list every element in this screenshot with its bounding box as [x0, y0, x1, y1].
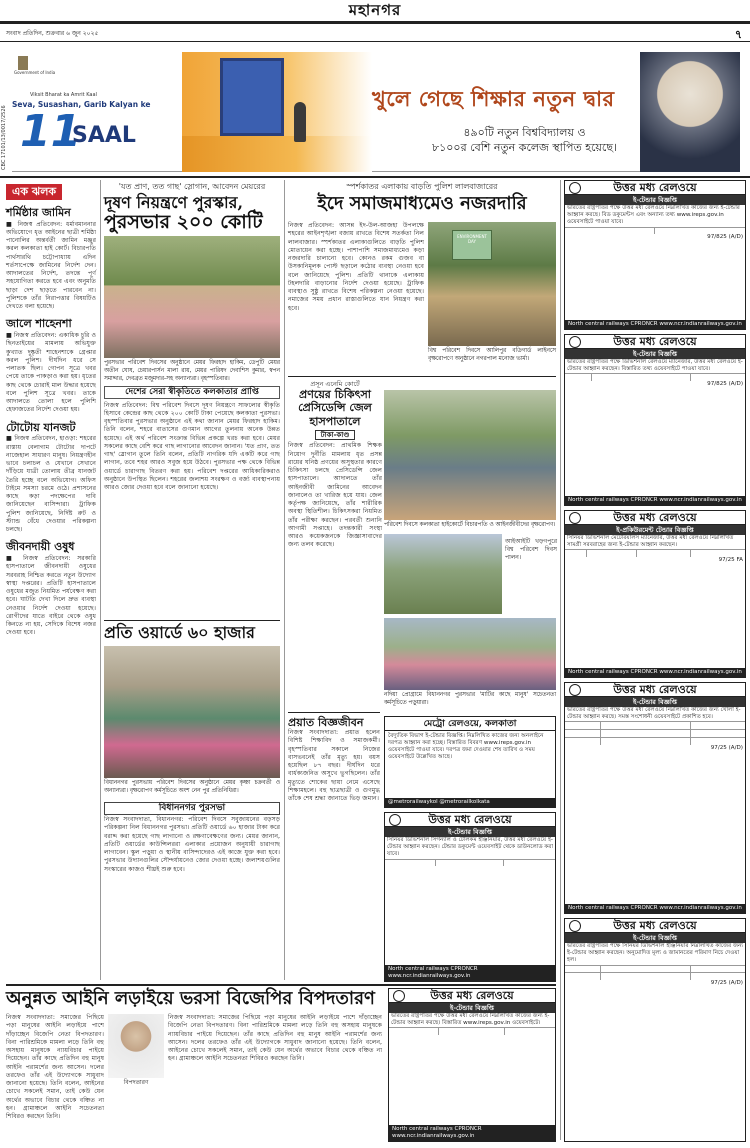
- ward-photo: [104, 646, 280, 778]
- saal-label: SAAL: [72, 123, 136, 148]
- jail-kicker: প্রসূন এনেমি কোর্টে: [310, 380, 360, 388]
- obituary: [288, 716, 380, 809]
- jail-story: [288, 380, 382, 549]
- ad-headline: খুলে গেছে শিক্ষার নতুন দ্বার: [372, 87, 615, 111]
- ward-caption: বিধাননগর পুরসভায় পরিবেশ দিবসের অনুষ্ঠানে মেয়র কৃষ্ণা চক্রবর্তী ও অন্যান্যরা। বৃক্ষরোপণ কর্মসূচিতে অংশ নেন পুর প্রতিনিধিরা।: [104, 780, 280, 794]
- portrait-image: [640, 52, 740, 172]
- ncr-4-table-1: [565, 721, 745, 729]
- ncr-4-title: উত্তর মধ্য রেলওয়ে: [565, 683, 745, 697]
- ncr-5-code: 97/25 (A/D): [710, 980, 743, 987]
- jail-band: টাকা-কাণ্ড: [315, 430, 356, 440]
- ncr-notice-1: [564, 180, 746, 330]
- jail-rule: [288, 376, 556, 377]
- ncr-5-body: ভারতের রাষ্ট্রপতির পক্ষে সিনিয়র ডিভিশনাল ইঞ্জিনিয়ার নিম্নলিখিত কাজের জন্য ই-টেন্ডার আহ্বান করছেন। অনুমোদিত মূল্য ও জামানতের পরিমাণ নিচে দেওয়া হল।: [567, 943, 743, 964]
- iit-caption: আইআইটি খড়গপুরে বিশ্ব পরিবেশ দিবস পালন।: [505, 538, 557, 561]
- column-rule-1: [100, 180, 101, 980]
- ncr-2-foot: North central railways CPRONCR www.ncr.indianrailways.gov.in: [565, 496, 745, 505]
- railway-logo-icon: [393, 990, 405, 1002]
- ncr-notice-4: [564, 682, 746, 914]
- student-figure-icon: [294, 102, 306, 142]
- ncr-4-table-3: [565, 737, 745, 745]
- ad-sub-1: ৪৯০টি নতুন বিশ্ববিদ্যালয় ও: [463, 126, 586, 139]
- brief-title-2: জালে শাহেনশা: [6, 317, 72, 331]
- bottom-body-1: নিজস্ব সংবাদদাতা: সমাজের পিছিয়ে পড়া মানুষের আইনি লড়াইয়ে পাশে দাঁড়াচ্ছেন বিজেপি নেতা বিপদতারণ। বিনা পারিশ্রমিকে মামলা লড়ে তিনি বহু অসহায় মানুষকে ন্যায়বিচার পাইয়ে দিয়েছেন। তাঁর কাছে প্রতিদিন বহু মানুষ আইনি পরামর্শের জন্য আসেন। দলের তরফেও তাঁর এই উদ্যোগকে সাধুবাদ জানানো হয়েছে। তিনি বলেন, আইনের চোখে সকলেই সমান, তাই কেউ যেন অর্থের অভাবে বিচার থেকে বঞ্চিত না হন। গ্রামাঞ্চলে আইনি সচেতনতা শিবিরও করছেন তিনি।: [6, 1014, 104, 1120]
- ncr-bottom-band: ই-টেন্ডার বিজ্ঞপ্তি: [389, 1003, 555, 1013]
- main-box-title: দেশের সেরা স্বীকৃতিতে কলকাতার প্রাপ্তি: [104, 386, 280, 399]
- ncr-notice-bottom: [388, 988, 556, 1142]
- ncr-5-table-2: [565, 972, 745, 980]
- bottom-body-2: নিজস্ব সংবাদদাতা: সমাজের পিছিয়ে পড়া মানুষের আইনি লড়াইয়ে পাশে দাঁড়াচ্ছেন বিজেপি নেতা বিপদতারণ। বিনা পারিশ্রমিকে মামলা লড়ে তিনি বহু অসহায় মানুষকে ন্যায়বিচার পাইয়ে দিয়েছেন। তাঁর কাছে প্রতিদিন বহু মানুষ আইনি পরামর্শের জন্য আসেন। দলের তরফেও তাঁর এই উদ্যোগকে সাধুবাদ জানানো হয়েছে। তিনি বলেন, আইনের চোখে সকলেই সমান, তাই কেউ যেন অর্থের অভাবে বিচার থেকে বঞ্চিত না হন। গ্রামাঞ্চলে আইনি সচেতনতা শিবিরও করছেন তিনি।: [168, 1014, 382, 1063]
- railway-logo-icon: [569, 684, 581, 696]
- students-photo: [384, 618, 556, 690]
- brief-title-4: জীবনদায়ী ওষুধ: [6, 540, 75, 554]
- main-headline-2: পুরসভার ২০০ কোটি: [104, 210, 263, 233]
- bipadtaran-photo: [108, 1014, 164, 1078]
- ncr-mid-table: [385, 859, 555, 867]
- ek-jhalak-column: [6, 184, 96, 638]
- ek-jhalak-label: এক ঝলক: [6, 184, 62, 200]
- ncr-5-title: উত্তর মধ্য রেলওয়ে: [565, 919, 745, 933]
- obit-rule: [288, 712, 380, 713]
- ncr-notice-mid: [384, 812, 556, 982]
- brief-body-4: ■ নিজস্ব প্রতিবেদন: সরকারি হাসপাতালে জীবনদায়ী ওষুধের সরবরাহ নিশ্চিত করতে নতুন উদ্যোগ স্বাস্থ্য দপ্তরের। প্রতিটি হাসপাতালে ওষুধের মজুত নিয়মিত পর্যবেক্ষণ করা হবে। ঘাটতি দেখা দিলে দ্রুত ব্যবস্থা নেওয়ার নির্দেশ দেওয়া হয়েছে। রোগীদের যাতে বাইরে থেকে ওষুধ কিনতে না হয়, সেদিকে বিশেষ নজর দেওয়া হবে।: [6, 555, 96, 637]
- students-caption: নদিয়া প্রোগ্রামে বিধাননগর পুরসভার 'মাটির কাছে মানুষ' সচেতনতা কর্মসূচিতে পড়ুয়ারা।: [384, 692, 556, 706]
- ad-illustration: [182, 52, 372, 172]
- idde-body: নিজস্ব প্রতিবেদন: আসন্ন ইদ-উল-আজহা উপলক্ষে শহরের আইনশৃঙ্খলা বজায় রাখতে বিশেষ সতর্কতা নিল লালবাজার। স্পর্শকাতর এলাকাগুলিতে বাড়তি পুলিশ মোতায়েন করা হচ্ছে। পাশাপাশি সমাজমাধ্যমেও কড়া নজরদারি চালানো হবে। কোনও রকম গুজব বা উসকানিমূলক পোস্ট ছড়ালে কঠোর ব্যবস্থা নেওয়া হবে বলে জানিয়েছে পুলিশ। প্রতিটি থানাকে এলাকায় টহলদারি বাড়ানোর নির্দেশ দেওয়া হয়েছে। ট্রাফিক ব্যবস্থাও সুষ্ঠু রাখতে বিশেষ পরিকল্পনা নেওয়া হয়েছে। নমাজের সময় প্রধান রাস্তাগুলিতে যান নিয়ন্ত্রণ করা হবে।: [288, 222, 424, 312]
- jail-headline-2: প্রেসিডেন্সি জেল: [298, 401, 372, 415]
- railway-logo-icon: [389, 814, 401, 826]
- brief-title-3: টোটোয় যানজট: [6, 420, 76, 434]
- page-number: ৭: [734, 28, 742, 41]
- ncr-3-body: সিনিয়র ডিভিশনাল মেটেরিয়ালস ম্যানেজার, উত্তর মধ্য রেলওয়ে নিম্নলিখিত সামগ্রী সরবরাহের জন্য ই-টেন্ডার আহ্বান করছেন।: [567, 535, 734, 549]
- metro-body: বৈদ্যুতিক বিভাগ ই-টেন্ডার বিজ্ঞপ্তি। নিম্নলিখিত কাজের জন্য অনলাইনে দরপত্র আহ্বান করা হচ্ছে। বিস্তারিত বিবরণ www.ireps.gov.in ওয়েবসাইটে পাওয়া যাবে। দরপত্র জমা দেওয়ার শেষ তারিখ ও সময় ওয়েবসাইটে উল্লেখিত আছে।: [388, 733, 544, 761]
- idde-photo: [428, 222, 556, 346]
- ncr-3-foot: North central railways CPRONCR www.ncr.indianrailways.gov.in: [565, 668, 745, 677]
- ncr-notice-2: [564, 334, 746, 506]
- railway-logo-icon: [569, 512, 581, 524]
- jail-headline-1: প্রণয়ের চিকিৎসা: [299, 388, 371, 402]
- ward-headline: প্রতি ওয়ার্ডে ৬০ হাজার: [104, 623, 255, 642]
- tagline-small: Viksit Bharat ka Amrit Kaal: [30, 92, 97, 98]
- column-rule-2: [284, 180, 285, 980]
- ad-logo-block: [12, 52, 151, 172]
- column-rule-3: [560, 180, 561, 1140]
- brief-body-1: ■ নিজস্ব প্রতিবেদন: ধর্মাবমাননার অভিযোগে ধৃত আইনের ছাত্রী শর্মিষ্ঠা পানোলির অন্তর্বর্তী জামিন মঞ্জুর করল কলকাতা হাই কোর্ট। বিচারপতি পার্থসারথি চট্টোপাধ্যায় এদিন শর্তসাপেক্ষে জামিনের নির্দেশ দেন। আদালতের নির্দেশ, তদন্তে পূর্ণ সহযোগিতা করতে হবে এবং অনুমতি ছাড়া দেশ ছাড়তে পারবেন না। পুলিশকে তাঁর নিরাপত্তার বিষয়টিও দেখতে বলা হয়েছে।: [6, 220, 96, 310]
- court-caption: পরিবেশ দিবসে কলকাতা হাইকোর্টে বিচারপতি ও আইনজীবীদের বৃক্ষরোপণ।: [384, 522, 556, 528]
- idde-caption: বিশ্ব পরিবেশ দিবসে আলিপুর বডিগার্ড লাইনসে বৃক্ষরোপণে অনুষ্ঠানে নগরপাল মনোজ ভার্মা।: [428, 348, 556, 362]
- ncr-4-band: ই-টেন্ডার বিজ্ঞপ্তি: [565, 697, 745, 707]
- main-caption: পুরসভার পরিবেশ দিবসের অনুষ্ঠানে মেয়র ফিরহাদ হাকিম, ডেপুটি মেয়র অতীন ঘোষ, চেয়ারপার্সন মালা রায়, মেয়র পারিষদ দেবাশিস কুমার, স্বপন সমাদ্দার, দেবব্রত মজুমদার-সহ অন্যান্যরা। বৃহস্পতিবার।: [104, 360, 280, 382]
- masthead: [0, 0, 750, 22]
- bottom-headline: অনুন্নত আইনি লড়াইয়ে ভরসা বিজেপির বিপদতারণ: [6, 988, 375, 1009]
- ward-story: [104, 624, 280, 795]
- railway-logo-icon: [569, 182, 581, 194]
- ward-body: নিজস্ব সংবাদদাতা, বিধাননগর: পরিবেশ দিবসে সবুজায়নের বড়সড় পরিকল্পনা নিল বিধাননগর পুরসভা। প্রতিটি ওয়ার্ডে ৬০ হাজার টাকা করে বরাদ্দ করা হয়েছে গাছ লাগানো ও রক্ষণাবেক্ষণের জন্য। মেয়র জানান, প্রতিটি ওয়ার্ডের কাউন্সিলররা এলাকার প্রয়োজন অনুযায়ী চারাগাছ লাগাবেন। স্কুল পড়ুয়া ও স্থানীয় বাসিন্দাদেরও এই কাজে যুক্ত করা হবে। পুরসভার উদ্যানগুলির সৌন্দর্যায়নেও জোর দেওয়া হচ্ছে। জলাশয়গুলির সংস্কারের কাজও শীঘ্রই শুরু হবে।: [104, 816, 280, 873]
- railway-logo-icon: [569, 920, 581, 932]
- ncr-2-code: 97/825 (A/D): [707, 381, 743, 388]
- railway-logo-icon: [569, 336, 581, 348]
- ncr-bottom-foot: North central railways CPRONCR www.ncr.indianrailways.gov.in: [389, 1125, 555, 1141]
- emblem-icon: [18, 56, 28, 70]
- ncr-1-table: [565, 227, 745, 235]
- metro-footer: @metrorailwaykol @metrorailkolkata: [385, 798, 555, 807]
- ncr-4-code: 97/25 (A/D): [710, 745, 743, 752]
- idde-kicker: স্পর্শকাতর এলাকায় বাড়তি পুলিশ লালবাজারের: [346, 182, 498, 191]
- main-story: [104, 182, 280, 566]
- ncr-3-code: 97/25 FA: [718, 557, 743, 564]
- bottom-rule: [6, 984, 556, 986]
- brief-body-2: ■ নিজস্ব প্রতিবেদন: একাধিক চুরি ও ছিনতাইয়ের মামলায় অভিযুক্ত কুখ্যাত দুষ্কৃতী শাহেনশাকে গ্রেপ্তার করল পুলিশ। দীর্ঘদিন ধরে সে পলাতক ছিল। গোপন সূত্রে খবর পেয়ে তাকে পাকড়াও করা হয়। ধৃতের কাছ থেকে চোরাই মাল উদ্ধার হয়েছে বলে পুলিশ সূত্রে খবর। তাকে আদালতে তোলা হলে পুলিশি হেফাজতের নির্দেশ দেওয়া হয়।: [6, 332, 96, 414]
- ncr-mid-foot: North central railways CPRONCR www.ncr.indianrailways.gov.in: [385, 965, 555, 981]
- ncr-4-body: ভারতের রাষ্ট্রপতির পক্ষে উত্তর মধ্য রেলওয়ে নিম্নলিখিত কাজের জন্য খোলা ই-টেন্ডার আহ্বান করছে। সমস্ত সংশোধনী ওয়েবসাইটে প্রকাশিত হবে।: [567, 707, 741, 721]
- ncr-3-title: উত্তর মধ্য রেলওয়ে: [565, 511, 745, 525]
- ad-rule: [0, 176, 750, 178]
- jail-headline-3: হাসপাতালে: [309, 414, 361, 428]
- main-photo: [104, 236, 280, 358]
- main-kicker: 'যত প্রাণ, তত গাছ' স্লোগান, আবেদন মেয়রের: [118, 182, 266, 191]
- years-number: 11: [20, 106, 82, 157]
- ncr-1-code: 97/825 (A/D): [707, 234, 743, 241]
- bottom-story: [6, 988, 386, 1010]
- ncr-mid-body: সিনিয়র ডিভিশনাল সিগন্যাল ও টেলিকম ইঞ্জিনিয়ার, উত্তর মধ্য রেলওয়ে ই-টেন্ডার আহ্বান করছেন। টেন্ডার ডকুমেন্ট ওয়েবসাইট থেকে ডাউনলোড করা যাবে।: [387, 837, 553, 858]
- metro-notice: [384, 716, 556, 808]
- ad-floor: [182, 136, 372, 172]
- brief-body-3: ■ নিজস্ব প্রতিবেদন, হাওড়া: শহরের রাস্তায় বেলাগাম টোটোর দাপটে নাজেহাল সাধারণ মানুষ। নিয়ন্ত্রণহীন ভাবে চলাচল ও যেখানে সেখানে দাঁড়িয়ে যাত্রী তোলায় তীব্র যানজট তৈরি হচ্ছে বলে অভিযোগ। অফিস টাইমে সমস্যা চরমে ওঠে। প্রশাসনের কাছে কড়া পদক্ষেপের দাবি জানিয়েছেন বাসিন্দারা। ট্রাফিক পুলিশ জানিয়েছে, নির্দিষ্ট রুট ও স্ট্যান্ড বেঁধে দেওয়ার পরিকল্পনা চলছে।: [6, 435, 96, 533]
- ncr-3-table: [565, 549, 745, 557]
- ncr-2-title: উত্তর মধ্য রেলওয়ে: [565, 335, 745, 349]
- ncr-3-band: ই-প্রকিউরমেন্ট টেন্ডার বিজ্ঞপ্তি: [565, 525, 745, 535]
- tagline: Seva, Susashan, Garib Kalyan ke: [12, 100, 151, 109]
- ad-sub-2: ৮১০০র বেশি নতুন কলেজ স্থাপিত হয়েছে।: [432, 140, 617, 154]
- ncr-mid-band: ই-টেন্ডার বিজ্ঞপ্তি: [385, 827, 555, 837]
- court-photo: [384, 390, 556, 520]
- ward-rule: [104, 620, 280, 621]
- metro-title: মেট্রো রেলওয়ে, কলকাতা: [385, 717, 555, 731]
- bipadtaran-caption: বিপদতারণ: [123, 1080, 149, 1086]
- ncr-2-table: [565, 373, 745, 381]
- ncr-1-band: ই-টেন্ডার বিজ্ঞপ্তি: [565, 195, 745, 205]
- government-ad: [12, 52, 740, 172]
- brief-title-1: শর্মিষ্ঠার জামিন: [6, 205, 71, 219]
- jail-body: নিজস্ব প্রতিবেদন: প্রাথমিক শিক্ষক নিয়োগ দুর্নীতি মামলায় ধৃত প্রসন্ন রায়ের ঘনিষ্ঠ প্রণয়ের অসুস্থতার কারণে চিকিৎসা চলছে প্রেসিডেন্সি জেল হাসপাতালে। আদালতে তাঁর আইনজীবী জামিনের আবেদন জানালেও তা খারিজ হয়ে যায়। জেল কর্তৃপক্ষ জানিয়েছে, তাঁর শারীরিক অবস্থা স্থিতিশীল। চিকিৎসকরা নিয়মিত তাঁর পরীক্ষা করছেন। পরবর্তী শুনানি আগামী সপ্তাহে। তদন্তকারী সংস্থা আরও কয়েকজনকে জিজ্ঞাসাবাদের জন্য তলব করেছে।: [288, 442, 382, 549]
- ncr-notice-5: [564, 918, 746, 1142]
- ncr-4-foot: North central railways CPRONCR www.ncr.indianrailways.gov.in: [565, 904, 745, 913]
- iit-photo: [384, 534, 502, 614]
- ncr-1-foot: North central railways CPRONCR www.ncr.indianrailways.gov.in: [565, 320, 745, 329]
- ncr-bottom-table: [389, 1027, 555, 1035]
- ad-subline: [432, 126, 617, 156]
- section-title: মহানগর: [348, 1, 402, 19]
- ncr-2-band: ই-টেন্ডার বিজ্ঞপ্তি: [565, 349, 745, 359]
- door-icon: [220, 58, 284, 136]
- main-headline-1: দূষণ নিয়ন্ত্রণে পুরস্কার,: [104, 193, 244, 212]
- ncr-notice-3: [564, 510, 746, 678]
- gov-label: Government of India: [14, 70, 56, 75]
- ncr-5-band: ই-টেন্ডার বিজ্ঞপ্তি: [565, 933, 745, 943]
- idde-headline: ইদে সমাজমাধ্যমেও নজরদারি: [317, 193, 527, 214]
- obit-body: নিজস্ব সংবাদদাতা: প্রয়াত হলেন বিশিষ্ট শিক্ষাবিদ ও সমাজকর্মী। বৃহস্পতিবার সকালে নিজের বাসভবনেই তাঁর মৃত্যু হয়। বয়স হয়েছিল ৮৭ বছর। দীর্ঘদিন ধরে বার্ধক্যজনিত অসুখে ভুগছিলেন। তাঁর মৃত্যুতে শোকের ছায়া নেমে এসেছে শিক্ষামহলে। বহু ছাত্রছাত্রী ও গুণমুগ্ধ তাঁকে শেষ শ্রদ্ধা জানাতে ভিড় জমান।: [288, 729, 380, 803]
- main-body: নিজস্ব প্রতিবেদন: বিশ্ব পরিবেশ দিবসে দূষণ নিয়ন্ত্রণে সাফল্যের স্বীকৃতি হিসাবে কেন্দ্রের কাছ থেকে ২০০ কোটি টাকা পেয়েছে কলকাতা পুরসভা। বৃহস্পতিবার পুরসভার অনুষ্ঠানে এই কথা জানান মেয়র ফিরহাদ হাকিম। তিনি বলেন, শহরে বাতাসের গুণমান আগের তুলনায় অনেক উন্নত হয়েছে। এই অর্থ পরিবেশ সংক্রান্ত বিভিন্ন প্রকল্পে খরচ করা হবে। মেয়র সকলের কাছে বেশি করে গাছ লাগানোর আবেদন জানান। 'যত প্রাণ, তত গাছ' স্লোগান তুলে তিনি বলেন, প্রতিটি নাগরিক যদি একটি করে গাছ লাগান, তবে শহর আরও সবুজ হয়ে উঠবে। পুরসভার পক্ষ থেকে বিভিন্ন ওয়ার্ডে চারাগাছ বিতরণ করা হয়। পরিবেশ দপ্তরের আধিকারিকরাও অনুষ্ঠানে উপস্থিত ছিলেন। শহরের জলাশয় সংরক্ষণ ও বর্জ্য ব্যবস্থাপনায় আরও জোর দেওয়া হবে বলে জানানো হয়েছে।: [104, 401, 280, 492]
- ncr-bottom-title: উত্তর মধ্য রেলওয়ে: [389, 989, 555, 1003]
- dateline: সংবাদ প্রতিদিন, শুক্রবার ৬ জুন ২০২৫: [6, 30, 99, 37]
- ncr-1-body: ভারতের রাষ্ট্রপতির পক্ষে উত্তর মধ্য রেলওয়ে নিম্নলিখিত কাজের জন্য ই-টেন্ডার আহ্বান করছে। বিড ডকুমেন্টস এবং অন্যান্য তথ্য www.ireps.gov.in ওয়েবসাইটে পাওয়া যাবে।: [567, 205, 740, 226]
- masthead-rule: [0, 22, 750, 24]
- environment-day-banner: ENVIRONMENT DAY: [452, 230, 492, 260]
- ncr-mid-title: উত্তর মধ্য রেলওয়ে: [385, 813, 555, 827]
- idde-story: [288, 182, 556, 215]
- ward-box: বিধাননগর পুরসভা: [104, 802, 280, 815]
- top-rule: [0, 41, 750, 42]
- ncr-1-title: উত্তর মধ্য রেলওয়ে: [565, 181, 745, 195]
- ncr-bottom-body: ভারতের রাষ্ট্রপতির পক্ষে উত্তর মধ্য রেলওয়ে নিম্নলিখিত কাজের জন্য ই-টেন্ডার আহ্বান করছে। বিস্তারিত www.ireps.gov.in ওয়েবসাইটে।: [391, 1013, 550, 1027]
- obit-headline: প্রয়াত বিজ্ঞজীবন: [288, 716, 364, 729]
- ad-code: CBC 17101/13/0017/2526: [1, 105, 7, 170]
- ncr-2-body: ভারতের রাষ্ট্রপতির পক্ষে ডিভিশনাল রেলওয়ে ম্যানেজার, উত্তর মধ্য রেলওয়ে ই-টেন্ডার আহ্বান করছেন। বিস্তারিত তথ্য ওয়েবসাইটে পাওয়া যাবে।: [567, 359, 743, 373]
- ncr-5-table-1: [565, 965, 745, 973]
- ncr-4-table-2: [565, 729, 745, 737]
